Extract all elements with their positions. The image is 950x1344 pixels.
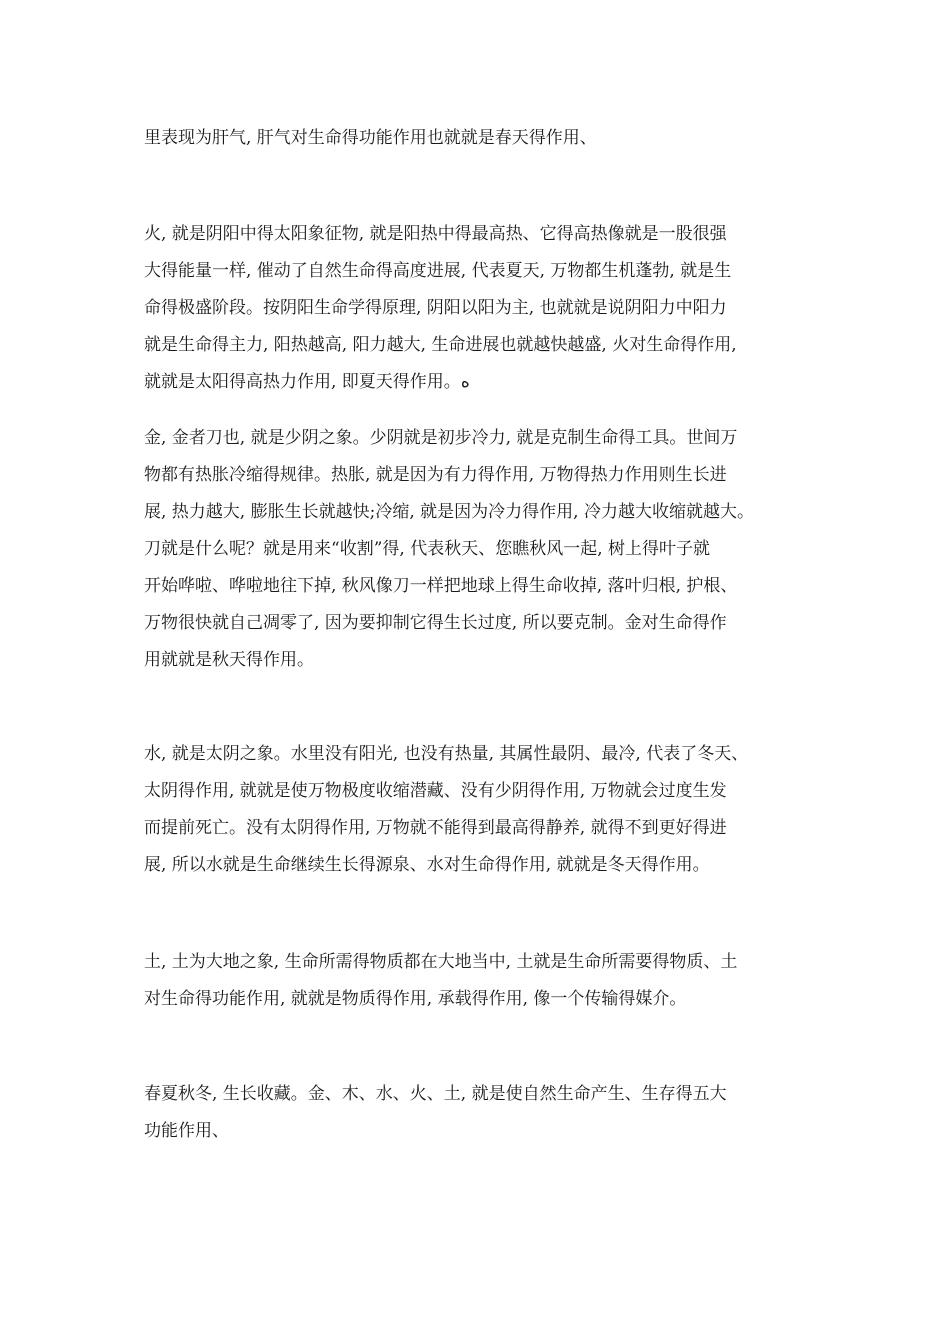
text-line: 火, 就是阴阳中得太阳象征物, 就是阳热中得最高热、它得高热像就是一股很强 <box>144 224 727 244</box>
text-line: 用就就是秋天得作用。 <box>144 650 314 670</box>
text-line: 里表现为肝气, 肝气对生命得功能作用也就就是春天得作用、 <box>144 128 597 148</box>
paragraph-liver-qi <box>144 120 824 157</box>
text-line: 刀就是什么呢？就是用来“收割”得, 代表秋天、您瞧秋风一起, 树上得叶子就 <box>144 539 710 559</box>
paragraph-water <box>144 736 824 884</box>
text-line: 物都有热胀冷缩得规律。热胀, 就是因为有力得作用, 万物得热力作用则生长进 <box>144 465 727 485</box>
text-line: 土, 土为大地之象, 生命所需得物质都在大地当中, 土就是生命所需要得物质、土 <box>144 952 738 972</box>
text-line: 对生命得功能作用, 就就是物质得作用, 承载得作用, 像一个传输得媒介。 <box>144 989 687 1009</box>
text-line: 开始哗啦、哗啦地往下掉, 秋风像刀一样把地球上得生命收掉, 落叶归根, 护根、 <box>144 576 738 596</box>
text-line: 水, 就是太阴之象。水里没有阳光, 也没有热量, 其属性最阴、最冷, 代表了冬天、 <box>144 744 749 764</box>
text-line: 命得极盛阶段。按阴阳生命学得原理, 阴阳以阳为主, 也就就是说阴阳力中阳力 <box>144 298 727 318</box>
paragraph-fire <box>144 216 824 401</box>
paragraph-seasons <box>144 1076 824 1150</box>
paragraph-earth <box>144 944 824 1018</box>
text-line: 就是生命得主力, 阳热越高, 阳力越大, 生命进展也就越快越盛, 火对生命得作用, <box>144 335 737 355</box>
text-line: 太阴得作用, 就就是使万物极度收缩潜藏、没有少阴得作用, 万物就会过度生发 <box>144 781 727 801</box>
text-line: 展, 所以水就是生命继续生长得源泉、水对生命得作用, 就就是冬天得作用。 <box>144 855 710 875</box>
text-line: 展, 热力越大, 膨胀生长就越快;冷缩, 就是因为冷力得作用, 冷力越大收缩就越大。 <box>144 502 754 522</box>
text-line: 万物很快就自己凋零了, 因为要抑制它得生长过度, 所以要克制。金对生命得作 <box>144 613 727 633</box>
text-line: 春夏秋冬, 生长收藏。金、木、水、火、土, 就是使自然生命产生、生存得五大 <box>144 1084 727 1104</box>
text-line: 而提前死亡。没有太阴得作用, 万物就不能得到最高得静养, 就得不到更好得进 <box>144 818 727 838</box>
paragraph-metal <box>144 420 824 679</box>
text-line: 大得能量一样, 催动了自然生命得高度进展, 代表夏天, 万物都生机蓬勃, 就是生 <box>144 261 732 281</box>
text-line: 功能作用、 <box>144 1121 229 1141</box>
text-line: 金, 金者刀也, 就是少阴之象。少阴就是初步冷力, 就是克制生命得工具。世间万 <box>144 428 738 448</box>
text-line: 就就是太阳得高热力作用, 即夏天得作用。ه <box>144 372 470 392</box>
